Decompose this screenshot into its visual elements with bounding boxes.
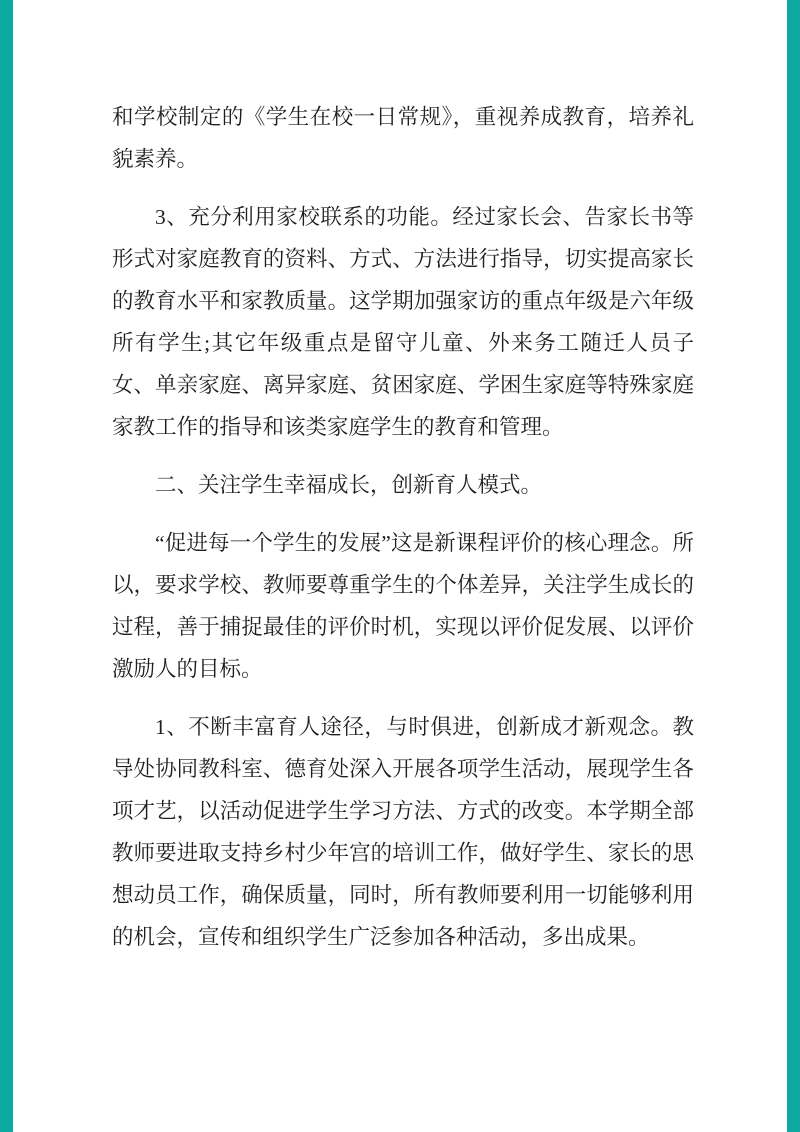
paragraph-evaluation-concept: “促进每一个学生的发展”这是新课程评价的核心理念。所以，要求学校、教师要尊重学生的个体差异，关注学生成长的过程，善于捕捉最佳的评价时机，实现以评价促发展、以评价激励人的目标。 bbox=[112, 531, 694, 681]
section-heading-2: 二、关注学生幸福成长，创新育人模式。 bbox=[155, 473, 543, 497]
right-border-bar bbox=[787, 0, 800, 1132]
left-border-bar bbox=[0, 0, 13, 1132]
document-body bbox=[112, 0, 694, 974]
paragraph-item-3-home-school: 3、充分利用家校联系的功能。经过家长会、告家长书等形式对家庭教育的资料、方式、方法进行指导，切实提高家长的教育水平和家教质量。这学期加强家访的重点年级是六年级所有学生;其它年级重点是留守儿童、外来务工随迁人员子女、单亲家庭、离异家庭、贫困家庭、学困生家庭等特殊家庭家教工作的指导和该类家庭学生的教育和管理。 bbox=[112, 205, 694, 439]
paragraph-continuation: 和学校制定的《学生在校一日常规》，重视养成教育，培养礼貌素养。 bbox=[112, 105, 694, 171]
paragraph-item-1-education-paths: 1、不断丰富育人途径，与时俱进，创新成才新观念。教导处协同教科室、德育处深入开展各项学生活动，展现学生各项才艺，以活动促进学生学习方法、方式的改变。本学期全部教师要进取支持乡村少年宫的培训工作，做好学生、家长的思想动员工作，确保质量，同时，所有教师要利用一切能够利用的机会，宣传和组织学生广泛参加各种活动，多出成果。 bbox=[112, 715, 694, 949]
